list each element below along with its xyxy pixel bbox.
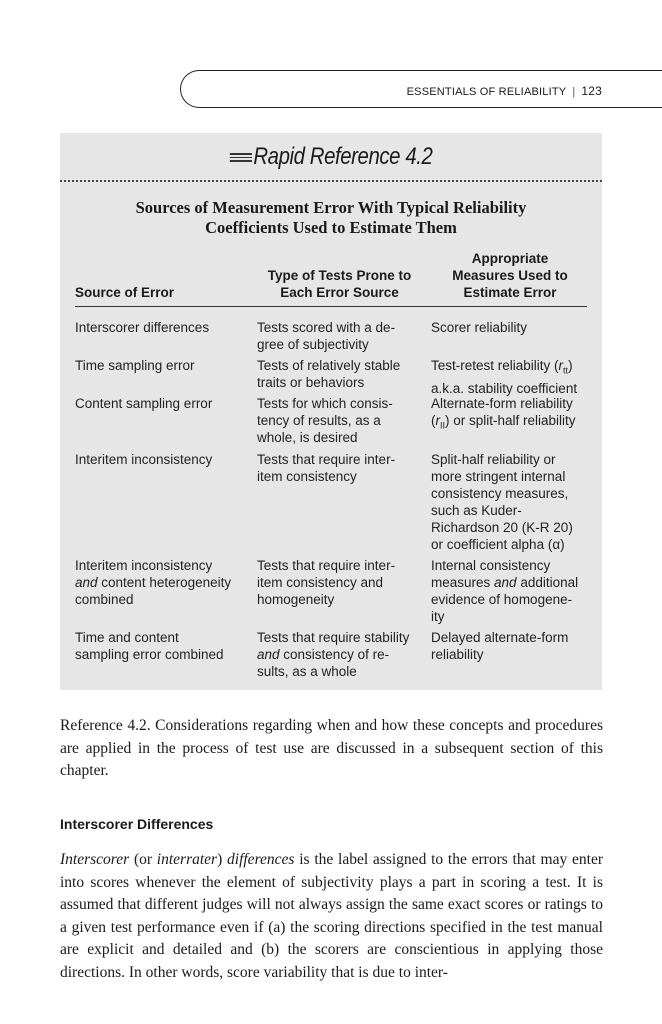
column-header-source: Source of Error	[75, 285, 175, 300]
paragraph-interscorer: Interscorer (or interrater) differences is the label assigned to the errors that may enter into scores whenever the element of subjectivity plays a part in scoring a test. It is assumed that different judges will not always assign the same exact scores or ratings to a given test performance even if (a) the scoring directions specified in the test manual are explicit and detailed and (b) the scorers are conscientious in applying those directions. In other words, score variability that is due to inter-	[60, 851, 603, 981]
row4-source: Interitem inconsistency	[75, 452, 213, 467]
row6-measures: Delayed alternate-form reliability	[431, 630, 569, 662]
row3-source: Content sampling error	[75, 396, 213, 411]
running-header	[407, 84, 602, 98]
rapid-reference-icon	[230, 151, 252, 164]
column-header-measures: Appropriate Measures Used to Estimate Error	[452, 251, 568, 300]
row2-measures: Test-retest reliability $(r_{tt})$ a.k.a. stability coefficient	[431, 358, 578, 396]
row4-measures: Split-half reliability or more stringent internal consistency measures, such as Kuder- Richardson 20 (K-R 20) or coefficient alpha (α)	[431, 452, 573, 552]
row3-measures: Alternate-form reliability $(r_{II})$ or split-half reliability	[431, 396, 576, 431]
rapid-reference-box	[60, 133, 602, 690]
row3-tests: Tests for which consis- tency of results, as a whole, is desired	[257, 396, 393, 445]
row2-source: Time sampling error	[75, 358, 195, 373]
paragraph-reference: Reference 4.2. Considerations regarding when and how these concepts and procedures are applied in the process of test use are discussed in a subsequent section of this chapter.	[60, 717, 603, 779]
table-heading: Sources of Measurement Error With Typical Reliability Coefficients Used to Estimate Them	[135, 198, 527, 237]
column-header-tests: Type of Tests Prone to Each Error Source	[267, 268, 412, 300]
rapid-reference-label: Rapid Reference 4.2	[253, 143, 433, 170]
running-title: ESSENTIALS OF RELIABILITY	[406, 86, 567, 98]
row5-tests: Tests that require inter- item consistency and homogeneity	[257, 558, 396, 607]
section-heading: Interscorer Differences	[60, 816, 214, 832]
rapid-reference-label-row	[101, 143, 562, 171]
row6-source: Time and content sampling error combined	[75, 630, 224, 662]
header-separator: |	[572, 86, 576, 98]
row6-tests: Tests that require stability and consistency of re- sults, as a whole	[257, 630, 410, 679]
row1-source: Interscorer differences	[75, 320, 210, 335]
row1-tests: Tests scored with a de- gree of subjectivity	[257, 320, 396, 352]
dotted-divider	[60, 180, 602, 182]
row4-tests: Tests that require inter- item consistency	[257, 452, 396, 484]
row2-tests: Tests of relatively stable traits or behaviors	[257, 358, 401, 390]
term-interrater: interrater	[156, 851, 218, 868]
row5-source: Interitem inconsistency and content heterogeneity combined	[75, 558, 232, 607]
term-interscorer: Interscorer	[60, 851, 130, 868]
row1-measures: Scorer reliability	[431, 320, 528, 335]
row5-measures: Internal consistency measures and additional evidence of homogene- ity	[431, 558, 579, 624]
header-rule	[75, 306, 587, 307]
term-differences: differences	[227, 851, 295, 868]
page-number: 123	[581, 84, 602, 98]
